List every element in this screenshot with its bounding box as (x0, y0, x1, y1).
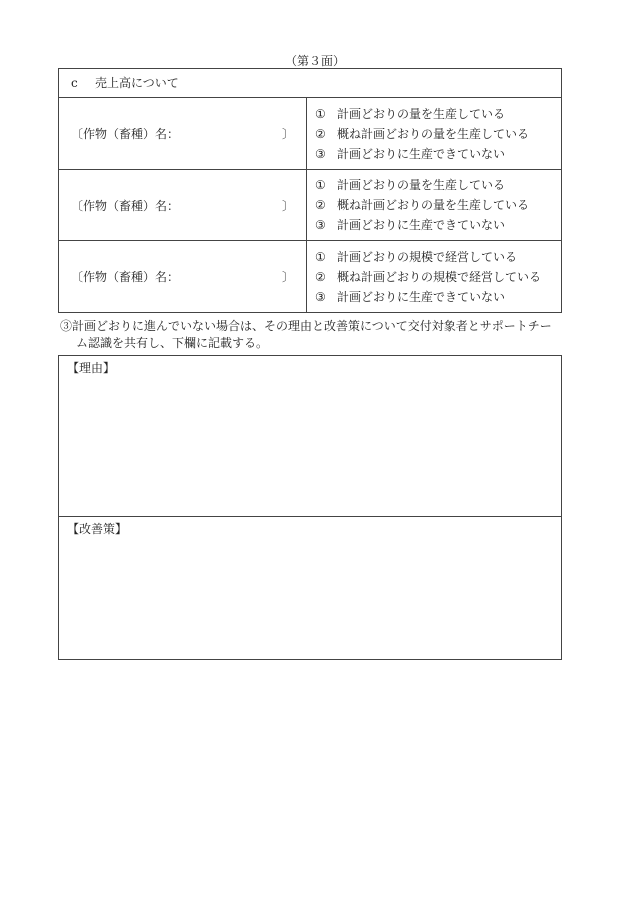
comment-table (58, 355, 562, 660)
crop-name-close: 〕 (281, 127, 294, 141)
section-header (59, 69, 561, 98)
crop-name-label: 〔作物（畜種）名： (71, 127, 180, 141)
note-line-1: ③計画どおりに進んでいない場合は、その理由と改善策について交付対象者とサポートチー (60, 319, 552, 333)
improvement-box[interactable] (59, 517, 561, 659)
section-letter: c (71, 76, 78, 90)
crop-name-cell[interactable] (59, 241, 307, 312)
instruction-note (60, 318, 564, 352)
reason-box[interactable] (59, 356, 561, 517)
crop-name-close: 〕 (281, 198, 294, 213)
crop-row (59, 241, 561, 312)
option-2[interactable]: ② 概ね計画どおりの量を生産している (315, 126, 530, 141)
option-3[interactable]: ③ 計画どおりに生産できていない (315, 218, 506, 232)
note-line-2: ム認識を共有し、下欄に記載する。 (76, 336, 269, 350)
crop-row (59, 170, 561, 241)
reason-label: 【理由】 (67, 361, 116, 375)
options-cell (307, 170, 561, 240)
crop-name-close: 〕 (281, 270, 294, 284)
option-3[interactable]: ③ 計画どおりに生産できていない (315, 146, 506, 161)
option-1[interactable]: ① 計画どおりの量を生産している (315, 178, 506, 192)
option-2[interactable]: ② 概ね計画どおりの量を生産している (315, 198, 530, 212)
option-3[interactable]: ③ 計画どおりに生産できていない (315, 289, 506, 304)
options-cell (307, 241, 561, 312)
crop-row (59, 98, 561, 170)
crop-name-cell[interactable] (59, 170, 307, 240)
option-2[interactable]: ② 概ね計画どおりの規模で経営している (315, 269, 542, 284)
page-number: （第３面） (284, 54, 345, 68)
section-title: 売上高について (95, 76, 179, 90)
sales-table (58, 68, 562, 313)
improvement-label: 【改善策】 (67, 522, 128, 536)
crop-name-label: 〔作物（畜種）名： (71, 198, 180, 213)
crop-name-cell[interactable] (59, 98, 307, 169)
option-1[interactable]: ① 計画どおりの量を生産している (315, 106, 506, 121)
options-cell (307, 98, 561, 169)
option-1[interactable]: ① 計画どおりの規模で経営している (315, 249, 518, 264)
crop-name-label: 〔作物（畜種）名： (71, 270, 180, 284)
